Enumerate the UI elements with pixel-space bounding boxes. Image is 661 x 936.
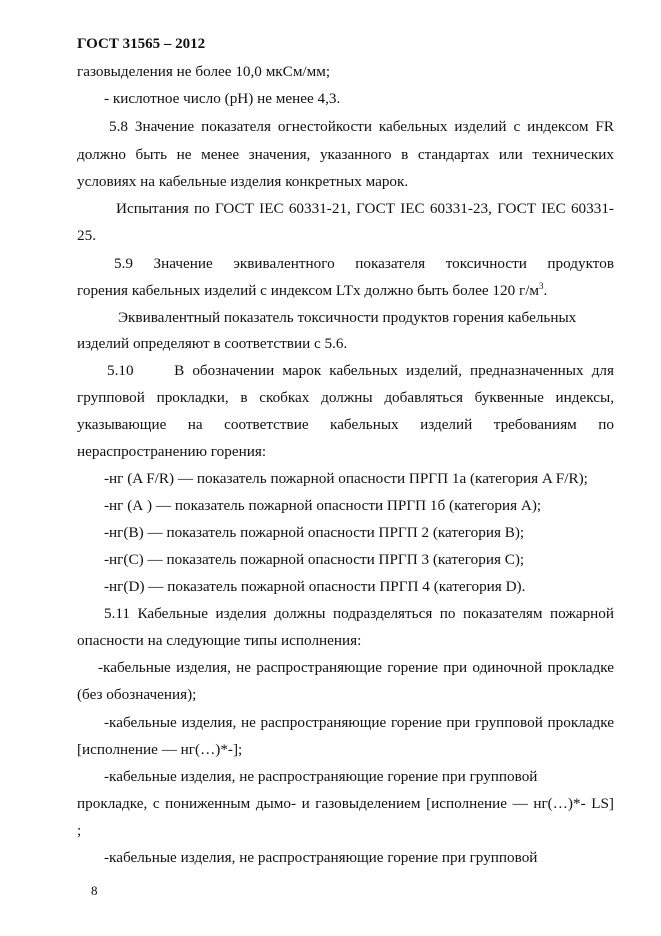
text-line: Эквивалентный показатель токсичности продуктов горения кабельных (118, 309, 577, 326)
text-line: опасности на следующие типы исполнения: (77, 632, 362, 649)
text-span: 5.8 Значение показателя огнестойкости кабельных изделий с индексом FR (109, 118, 614, 135)
text-span: 5.11 Кабельные изделия должны подразделяться по показателям пожарной (104, 605, 614, 622)
list-item: -нг (А ) — показатель пожарной опасности ПРГП 1б (категория А); (104, 497, 542, 514)
list-item: -нг(С) — показатель пожарной опасности ПРГП 3 (категория С); (104, 551, 525, 568)
text-line (77, 794, 614, 814)
list-item: -нг(D) — показатель пожарной опасности ПРГП 4 (категория D). (104, 578, 526, 595)
list-item: -кабельные изделия, не распространяющие горение при групповой (104, 849, 538, 866)
text-line: 25. (77, 227, 96, 244)
text-line (77, 145, 614, 165)
text-line: ; (77, 822, 82, 839)
text-span: 5.9 Значение эквивалентного показателя токсичности продуктов (114, 255, 614, 272)
paragraph-5-9-start (114, 254, 614, 274)
document-header: ГОСТ 31565 – 2012 (77, 36, 206, 52)
text-span: горения кабельных изделий с индексом LTх должно быть более 120 г/м (77, 282, 540, 299)
text-span: . (543, 282, 548, 299)
paragraph-5-11-start (104, 604, 614, 624)
text-line (116, 199, 614, 219)
text-span: -кабельные изделия, не распространяющие горение при групповой прокладке (104, 714, 614, 731)
text-line (77, 388, 614, 408)
text-span: 5.10 В обозначении марок кабельных изделий, предназначенных для (107, 362, 614, 379)
text-line: газовыделения не более 10,0 мкСм/мм; (77, 63, 331, 80)
text-span: прокладке, с пониженным дымо- и газовыделением [исполнение — нг(…)*- LS] (77, 795, 614, 812)
text-span: должно быть не менее значения, указанного в стандартах или технических (77, 146, 614, 163)
text-span: групповой прокладки, в скобках должны добавляться буквенные индексы, (77, 389, 614, 406)
text-line: изделий определяют в соответствии с 5.6. (77, 335, 348, 352)
paragraph-5-8-start (109, 117, 614, 137)
text-line: нераспространению горения: (77, 443, 267, 460)
list-item: - кислотное число (рН) не менее 4,3. (104, 90, 341, 107)
list-item (104, 713, 614, 733)
text-span: указывающие на соответствие кабельных изделий требованиям по (77, 416, 614, 433)
text-line: условиях на кабельные изделия конкретных марок. (77, 173, 409, 190)
list-item (98, 658, 614, 678)
list-item: -нг(В) — показатель пожарной опасности ПРГП 2 (категория В); (104, 524, 525, 541)
page-number: 8 (91, 883, 98, 898)
text-line: (без обозначения); (77, 686, 197, 703)
paragraph-5-10-start (107, 361, 614, 381)
list-item: -кабельные изделия, не распространяющие горение при групповой (104, 768, 538, 785)
superscript: 3 (539, 281, 544, 291)
text-line: [исполнение — нг(…)*-]; (77, 741, 243, 758)
text-line (77, 415, 614, 435)
text-line (77, 281, 547, 301)
list-item: -нг (A F/R) — показатель пожарной опасности ПРГП 1а (категория A F/R); (104, 470, 588, 487)
text-span: -кабельные изделия, не распространяющие горение при одиночной прокладке (98, 659, 614, 676)
text-span: Испытания по ГОСТ IEC 60331-21, ГОСТ IEC 60331-23, ГОСТ IEC 60331- (116, 200, 614, 217)
